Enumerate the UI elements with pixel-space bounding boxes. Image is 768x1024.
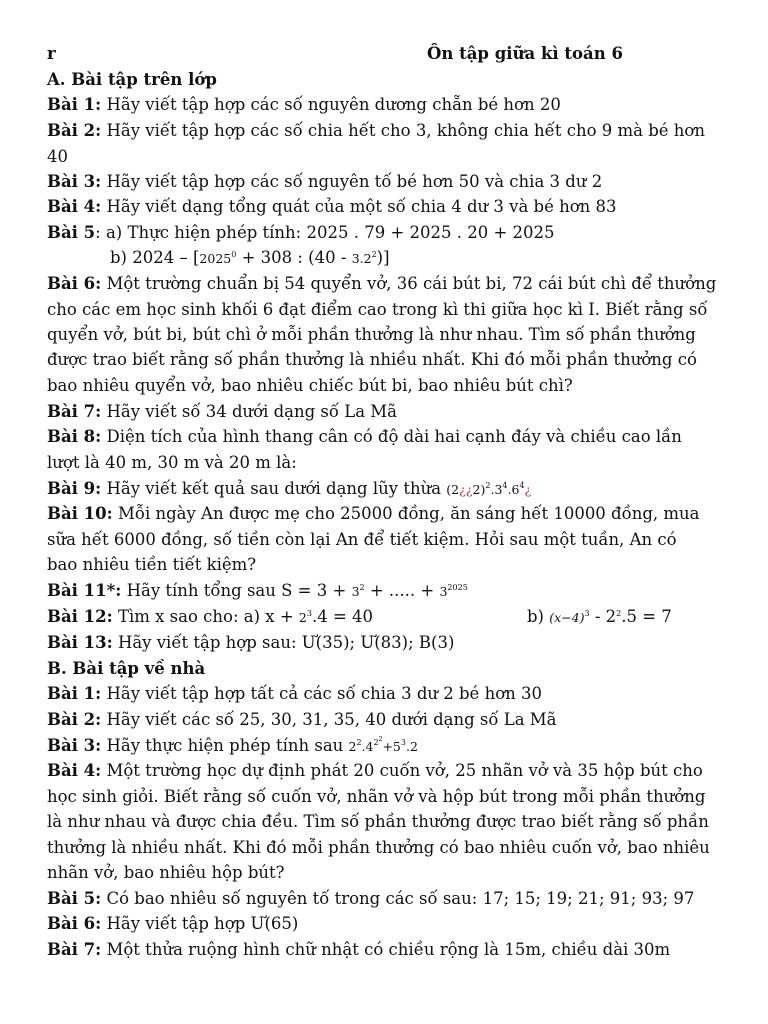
math-exponent: 3: [584, 609, 590, 618]
exercise-a10: [47, 502, 700, 526]
math-exponent: 3: [306, 609, 312, 618]
math-text: 2): [472, 482, 486, 497]
math-exponent: 2: [371, 250, 377, 259]
exercise-text: Tìm x sao cho: a) x +: [112, 607, 299, 626]
exercise-text: Hãy viết kết quả sau dưới dạng lũy thừa: [101, 479, 447, 498]
math-base: 3: [351, 584, 360, 599]
exercise-text: Hãy viết tập hợp các số nguyên dương chẵn bé hơn 20: [101, 95, 561, 114]
exercise-b5: [47, 887, 694, 911]
exercise-a11: [47, 579, 468, 604]
exercise-label: Bài 9:: [47, 479, 102, 498]
math-text: - 2: [589, 607, 617, 626]
exercise-b4-line: học sinh giỏi. Biết rằng số cuốn vở, nhãn vở và hộp bút trong mỗi phần thưởng: [47, 787, 706, 806]
exercise-text: Hãy viết dạng tổng quát của một số chia 4 dư 3 và bé hơn 83: [101, 197, 617, 216]
exercise-a2-continuation: 40: [47, 147, 68, 166]
math-text: b): [527, 607, 550, 626]
exercise-label: Bài 8:: [47, 427, 102, 446]
math-exponent: 2025: [447, 583, 468, 592]
math-exponent: 2: [359, 583, 365, 592]
exercise-text: Hãy viết tập hợp sau: Ư(35); Ư(83); B(3): [112, 633, 455, 652]
page-title: Ôn tập giữa kì toán 6: [427, 44, 623, 63]
exercise-label: Bài 7:: [47, 402, 102, 421]
exercise-label: Bài 6:: [47, 914, 102, 933]
exercise-a2: [47, 119, 705, 143]
math-base: 2: [348, 739, 357, 754]
exercise-text: Hãy viết số 34 dưới dạng số La Mã: [101, 402, 398, 421]
math-exponent: 3: [400, 738, 406, 747]
exercise-label: Bài 11*:: [47, 581, 122, 600]
math-text: )]: [376, 248, 390, 267]
exercise-label: Bài 3:: [47, 172, 102, 191]
math-exponent: 4: [519, 481, 525, 490]
math-base: 2: [298, 610, 307, 625]
exercise-b4-line: thưởng là nhiều nhất. Khi đó mỗi phần thưởng có bao nhiêu cuốn vở, bao nhiêu: [47, 838, 710, 857]
exercise-label: Bài 12:: [47, 607, 113, 626]
math-exponent: 2: [485, 481, 491, 490]
exercise-a7: [47, 400, 397, 424]
section-a-heading: A. Bài tập trên lớp: [47, 70, 217, 89]
exercise-b1: [47, 682, 542, 706]
exercise-label: Bài 13:: [47, 633, 113, 652]
exercise-a8-line: lượt là 40 m, 30 m và 20 m là:: [47, 453, 297, 472]
exercise-text: Hãy viết các số 25, 30, 31, 35, 40 dưới dạng số La Mã: [101, 710, 557, 729]
math-base: 3: [439, 584, 448, 599]
exercise-a6-line: cho các em học sinh khối 6 đạt điểm cao trong kì thi giữa học kì I. Biết rằng số: [47, 300, 708, 319]
math-exponent: 4: [502, 481, 508, 490]
exercise-label: Bài 5: [47, 223, 96, 242]
exercise-label: Bài 4:: [47, 761, 102, 780]
exercise-text: Một thửa ruộng hình chữ nhật có chiều rộng là 15m, chiều dài 30m: [101, 940, 671, 959]
exercise-a13: [47, 631, 454, 655]
exercise-a6-line: bao nhiêu quyển vở, bao nhiêu chiếc bút bi, bao nhiêu bút chì?: [47, 376, 573, 395]
math-base: +5: [382, 739, 401, 754]
exercise-b6: [47, 912, 298, 936]
exercise-label: Bài 3:: [47, 736, 102, 755]
math-exponent: 2: [356, 738, 362, 747]
exercise-label: Bài 2:: [47, 121, 102, 140]
exercise-label: Bài 5:: [47, 889, 102, 908]
exercise-text: Hãy viết tập hợp các số chia hết cho 3, không chia hết cho 9 mà bé hơn: [101, 121, 705, 140]
exercise-b2: [47, 708, 557, 732]
exercise-label: Bài 1:: [47, 95, 102, 114]
exercise-a6: [47, 272, 716, 296]
exercise-text: Hãy tính tổng sau S = 3 +: [121, 581, 352, 600]
math-text: + 308 : (40 -: [236, 248, 352, 267]
exercise-a10-line: bao nhiêu tiền tiết kiệm?: [47, 555, 257, 574]
exercise-a1: [47, 93, 561, 117]
math-text: + ..... +: [364, 581, 440, 600]
exercise-b4-line: nhãn vở, bao nhiêu hộp bút?: [47, 863, 285, 882]
exercise-label: Bài 7:: [47, 940, 102, 959]
math-exponent: 2: [616, 609, 622, 618]
exercise-text: Mỗi ngày An được mẹ cho 25000 đồng, ăn sáng hết 10000 đồng, mua: [112, 504, 700, 523]
exercise-a12: [47, 605, 373, 630]
math-base: .2: [405, 739, 418, 754]
exercise-a6-line: quyển vở, bút bi, bút chì ở mỗi phần thưởng là như nhau. Tìm số phần thưởng: [47, 325, 696, 344]
math-text: .4 = 40: [311, 607, 374, 626]
math-text: .5 = 7: [621, 607, 672, 626]
exercise-a6-line: được trao biết rằng số phần thưởng là nhiều nhất. Khi đó mỗi phần thưởng có: [47, 350, 697, 369]
exercise-b3: [47, 734, 418, 759]
exercise-a8: [47, 425, 682, 449]
header-left-char: r: [47, 44, 56, 63]
exercise-text: Có bao nhiêu số nguyên tố trong các số sau: 17; 15; 19; 21; 91; 93; 97: [101, 889, 695, 908]
exercise-a5: [47, 221, 555, 245]
math-text: .3: [490, 482, 503, 497]
exercise-b4-line: là như nhau và được chia đều. Tìm số phần thưởng được trao biết rằng số phần: [47, 812, 709, 831]
math-exponent: 0: [231, 250, 237, 259]
exercise-a5-part-b: [110, 246, 390, 271]
exercise-text: Diện tích của hình thang cân có độ dài hai cạnh đáy và chiều cao lần: [101, 427, 682, 446]
math-text: .6: [507, 482, 520, 497]
exercise-label: Bài 4:: [47, 197, 102, 216]
exercise-text: Hãy thực hiện phép tính sau: [101, 736, 349, 755]
exercise-text: Hãy viết tập hợp các số nguyên tố bé hơn 50 và chia 3 dư 2: [101, 172, 603, 191]
exercise-text: Hãy viết tập hợp tất cả các số chia 3 dư 2 bé hơn 30: [101, 684, 542, 703]
exercise-label: Bài 6:: [47, 274, 102, 293]
math-error-glyph: ¿: [524, 482, 532, 497]
math-base: (x−4): [549, 610, 585, 625]
section-b-heading: B. Bài tập về nhà: [47, 659, 206, 678]
math-text: (2: [446, 482, 460, 497]
exercise-label: Bài 1:: [47, 684, 102, 703]
math-nested-exponent: 2: [378, 736, 383, 743]
exercise-text: Một trường học dự định phát 20 cuốn vở, 25 nhãn vở và 35 hộp bút cho: [101, 761, 703, 780]
exercise-text: : a) Thực hiện phép tính: 2025 . 79 + 2025 . 20 + 2025: [95, 223, 555, 242]
exercise-b7: [47, 938, 670, 962]
math-error-glyph: ¿¿: [459, 482, 473, 497]
math-base: 2025: [199, 251, 232, 266]
math-base: .4: [361, 739, 374, 754]
exercise-text: Một trường chuẩn bị 54 quyển vở, 36 cái bút bi, 72 cái bút chì để thưởng: [101, 274, 717, 293]
exercise-a9: [47, 477, 531, 502]
exercise-a4: [47, 195, 617, 219]
exercise-b4: [47, 759, 703, 783]
exercise-label: Bài 2:: [47, 710, 102, 729]
math-text: b) 2024 – [: [110, 248, 200, 267]
math-base: 3.2: [351, 251, 372, 266]
exercise-a12-part-b: [527, 605, 672, 630]
exercise-a10-line: sữa hết 6000 đồng, số tiền còn lại An để tiết kiệm. Hỏi sau một tuần, An có: [47, 530, 677, 549]
exercise-text: Hãy viết tập hợp Ư(65): [101, 914, 299, 933]
exercise-label: Bài 10:: [47, 504, 113, 523]
math-exponent-value: 2: [373, 738, 379, 747]
exercise-a3: [47, 170, 602, 194]
